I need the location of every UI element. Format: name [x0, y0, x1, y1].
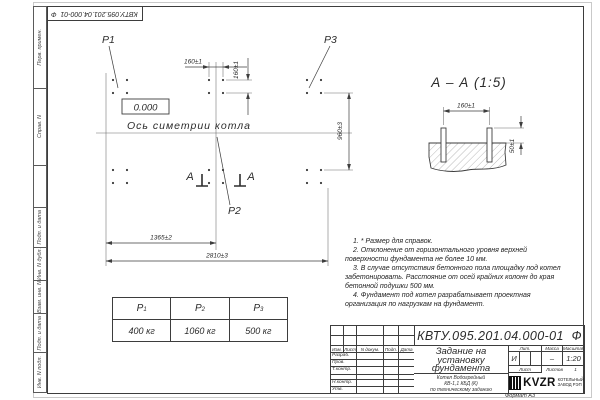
elevation-value: 0.000 [133, 102, 158, 114]
axis-label: Ось симетрии котла [127, 120, 252, 132]
section-view [429, 75, 524, 171]
section-cut-mark-left [196, 174, 208, 186]
doc-number: КВТУ.095.201.04.000-01 Ф [414, 326, 584, 346]
dim-160-vertical: 160±1 [233, 60, 240, 80]
dim-2810: 2810±3 [206, 252, 228, 260]
plan-dimensions [106, 58, 349, 261]
kvzr-logo-caption: КОТЕЛЬНЫЙ ЗАВОД РЭП [557, 377, 584, 387]
anchor-bolt-right [487, 128, 492, 162]
load-table-header-p1: P1 [113, 298, 171, 320]
drawing-subtitle: Котел Водогрейный КВ-1,1 КБД (К) по техническому заданию [414, 373, 509, 393]
plan-view [96, 34, 353, 266]
dim-160-horizontal: 160±1 [183, 58, 203, 66]
revision-header: Изм. Лист N докум. Подп. Дата [332, 347, 413, 352]
side-label-podp-data-2: Подп. и дата [34, 314, 46, 353]
section-letter-left: А [186, 171, 194, 183]
concrete-block [429, 143, 506, 171]
load-table-header-p3: P3 [229, 298, 287, 320]
side-label-inv-podl: Инв. N подл. [37, 356, 43, 389]
lit-mass-scale-header: Лит. Масса Масштаб [509, 346, 584, 352]
drawing-title: Задание на установку фундамента [414, 346, 509, 373]
side-label-vzam-inv: Взам. инв. N [34, 281, 46, 314]
lit-value: И [509, 352, 520, 366]
load-table-header-p2: P2 [171, 298, 229, 320]
load-value-p1: 400 кг [113, 320, 171, 342]
leader-p1 [109, 46, 118, 88]
section-title: А – А (1:5) [431, 75, 507, 90]
side-label-perv-primen: Перв. примен. [34, 7, 46, 89]
note-2: 2. Отклонение от горизонтального уровня верхней поверхности фундамента не более 10 мм. [345, 247, 527, 263]
signature-rows: Разраб. Пров. Т.контр. Н.контр. Утв. [331, 353, 414, 393]
section-dim-160: 160±1 [456, 102, 476, 110]
section-dim-50: 50±1 [509, 138, 516, 154]
format-label: Формат А3 [504, 392, 536, 399]
load-label-p2: P2 [228, 205, 241, 217]
section-cut-mark-right [234, 174, 246, 186]
kvzr-logo-text: KVZR [523, 377, 556, 389]
dim-1365: 1365±2 [150, 234, 172, 242]
side-label-podp-data-1: Подп. и дата [34, 208, 46, 248]
note-3: 3. В случае отсутствия бетонного пола площадку под котел забетонировать. Расстояние от осей крайних колонн до края бетонной подушки 500 мм. [345, 265, 561, 290]
side-label-sprav-n: Справ. N [34, 89, 46, 166]
dim-960: 960±3 [337, 121, 344, 141]
sheet-count-row: Лист Листов 1 [509, 366, 584, 373]
mass-value: – [542, 352, 563, 366]
load-label-p1: P1 [102, 34, 115, 46]
note-4: 4. Фундамент под котел разрабатывает проектная организация по нагрузкам на фундамент. [345, 292, 531, 308]
load-value-p2: 1060 кг [171, 320, 229, 342]
load-value-p3: 500 кг [229, 320, 287, 342]
note-1: 1. * Размер для справок. [353, 238, 433, 245]
leader-p2 [217, 137, 230, 205]
leader-p3 [309, 46, 330, 88]
load-label-p3: P3 [324, 34, 337, 46]
corner-doc-number: КВТУ.095.201.04.000-01 Ф [47, 6, 143, 21]
anchor-bolt-left [441, 128, 446, 162]
section-letter-right: А [247, 171, 255, 183]
scale-value: 1:20 [563, 352, 584, 366]
side-label-inv-dubl: Инв. N дубл. [34, 248, 46, 281]
